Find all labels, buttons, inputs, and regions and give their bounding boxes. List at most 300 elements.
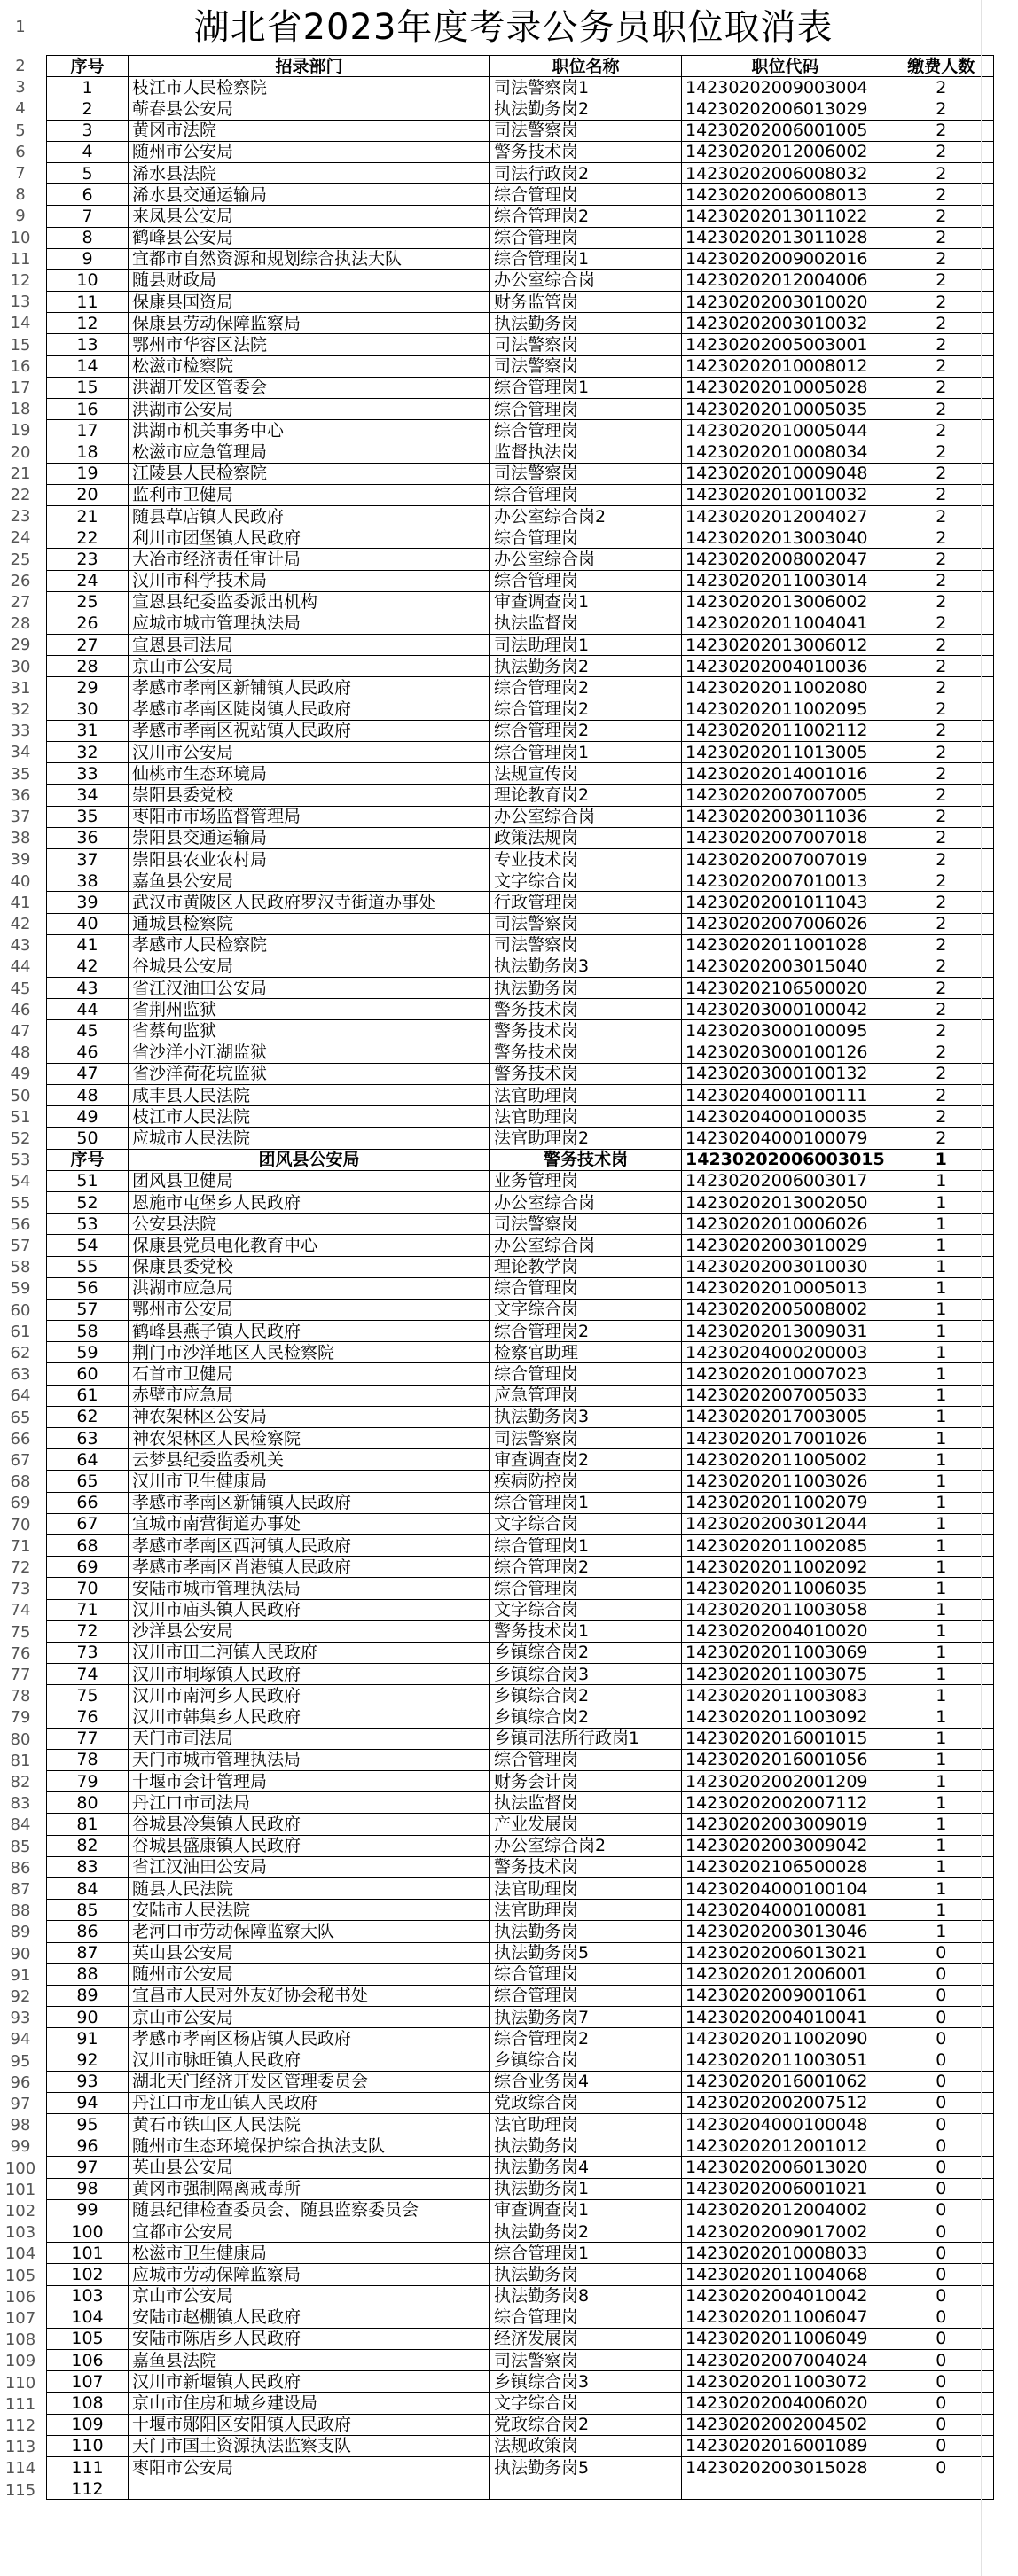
cell-position[interactable]: 法官助理岗 [490, 1900, 682, 1921]
cell-code[interactable]: 14230202002007512 [682, 2092, 889, 2113]
cell-payers[interactable]: 1 [889, 1191, 993, 1213]
row-number[interactable]: 82 [10, 1773, 31, 1791]
cell-code[interactable]: 14230202003010032 [682, 313, 889, 334]
cell-position[interactable]: 司法警察岗 [490, 1428, 682, 1449]
cell-index[interactable]: 51 [47, 1170, 129, 1191]
cell-position[interactable]: 综合管理岗 [490, 484, 682, 505]
cell-index[interactable]: 18 [47, 441, 129, 463]
cell-department[interactable]: 十堰市会计管理局 [129, 1771, 490, 1792]
row-number[interactable]: 47 [10, 1022, 31, 1041]
cell-index[interactable]: 1 [47, 77, 129, 98]
cell-index[interactable]: 57 [47, 1299, 129, 1320]
row-number[interactable]: 101 [4, 2180, 36, 2199]
cell-department[interactable]: 保康县委党校 [129, 1256, 490, 1277]
row-number[interactable]: 29 [10, 636, 31, 655]
cell-code[interactable]: 14230202011001028 [682, 934, 889, 956]
cell-code[interactable]: 14230202006013021 [682, 1942, 889, 1963]
row-number[interactable]: 33 [10, 722, 31, 741]
cell-payers[interactable]: 2 [889, 248, 993, 269]
cell-code[interactable]: 14230202013011028 [682, 227, 889, 248]
cell-payers[interactable]: 1 [889, 1214, 993, 1235]
cell-index[interactable]: 56 [47, 1277, 129, 1299]
cell-payers[interactable]: 1 [889, 1557, 993, 1578]
cell-payers[interactable]: 2 [889, 227, 993, 248]
cell-position[interactable]: 司法警察岗 [490, 1214, 682, 1235]
cell-index[interactable]: 65 [47, 1471, 129, 1492]
cell-department[interactable]: 随州市公安局 [129, 141, 490, 162]
cell-payers[interactable]: 0 [889, 2135, 993, 2157]
cell-index[interactable]: 22 [47, 527, 129, 549]
cell-index[interactable]: 12 [47, 313, 129, 334]
cell-code[interactable]: 14230202011003069 [682, 1642, 889, 1663]
column-header-payers[interactable]: 缴费人数 [889, 56, 993, 77]
row-number[interactable]: 73 [10, 1580, 31, 1599]
row-number[interactable]: 8 [15, 185, 26, 205]
cell-payers[interactable]: 2 [889, 505, 993, 527]
row-number[interactable]: 86 [10, 1858, 31, 1877]
cell-department[interactable]: 咸丰县人民法院 [129, 1085, 490, 1106]
cell-payers[interactable]: 1 [889, 1363, 993, 1385]
cell-code[interactable]: 14230202006013029 [682, 98, 889, 120]
row-number[interactable]: 64 [10, 1386, 31, 1406]
cell-department[interactable]: 随县纪律检查委员会、随县监察委员会 [129, 2199, 490, 2221]
cell-code[interactable]: 14230202010010032 [682, 484, 889, 505]
cell-code[interactable]: 14230202004010042 [682, 2285, 889, 2307]
cell-department[interactable]: 崇阳县委党校 [129, 785, 490, 806]
cell-department[interactable]: 安陆市人民法院 [129, 1900, 490, 1921]
cell-code[interactable]: 14230202002007112 [682, 1792, 889, 1814]
cell-index[interactable]: 89 [47, 1985, 129, 2006]
row-number[interactable]: 23 [10, 507, 31, 527]
cell-code[interactable]: 14230204000200003 [682, 1342, 889, 1363]
cell-position[interactable]: 综合管理岗 [490, 1277, 682, 1299]
row-number[interactable]: 62 [10, 1344, 31, 1362]
cell-payers[interactable]: 1 [889, 1877, 993, 1899]
cell-code[interactable]: 14230202011002092 [682, 1557, 889, 1578]
cell-code[interactable]: 14230202010006026 [682, 1214, 889, 1235]
cell-department[interactable]: 省江汉油田公安局 [129, 978, 490, 999]
cell-index[interactable]: 78 [47, 1749, 129, 1770]
cell-index[interactable]: 92 [47, 2049, 129, 2071]
row-number[interactable]: 92 [10, 1987, 31, 2006]
cell-index[interactable]: 10 [47, 269, 129, 291]
cell-payers[interactable]: 0 [889, 2328, 993, 2349]
row-number[interactable]: 34 [10, 743, 31, 762]
cell-code[interactable]: 14230202016001062 [682, 2071, 889, 2092]
cell-department[interactable]: 汉川市脉旺镇人民政府 [129, 2049, 490, 2071]
cell-position[interactable]: 司法警察岗 [490, 355, 682, 377]
cell-code[interactable]: 14230202011006035 [682, 1578, 889, 1599]
row-number[interactable]: 27 [10, 593, 31, 612]
cell-department[interactable]: 京山市住房和城乡建设局 [129, 2393, 490, 2414]
cell-index[interactable]: 91 [47, 2028, 129, 2049]
cell-payers[interactable]: 1 [889, 1513, 993, 1534]
cell-payers[interactable]: 2 [889, 141, 993, 162]
cell-index[interactable]: 23 [47, 549, 129, 570]
cell-code[interactable]: 14230202011002080 [682, 677, 889, 699]
cell-index[interactable]: 5 [47, 162, 129, 183]
row-number[interactable]: 89 [10, 1923, 31, 1942]
cell-index[interactable]: 102 [47, 2264, 129, 2285]
cell-department[interactable]: 石首市卫健局 [129, 1363, 490, 1385]
column-header-department[interactable]: 招录部门 [129, 56, 490, 77]
cell-department[interactable]: 孝感市孝南区陡岗镇人民政府 [129, 699, 490, 720]
cell-payers[interactable]: 2 [889, 527, 993, 549]
cell-index[interactable]: 72 [47, 1620, 129, 1642]
cell-department[interactable]: 洪湖开发区管委会 [129, 377, 490, 398]
cell-payers[interactable]: 0 [889, 1963, 993, 1985]
cell-index[interactable]: 4 [47, 141, 129, 162]
cell-code[interactable]: 14230202012006002 [682, 141, 889, 162]
cell-index[interactable]: 87 [47, 1942, 129, 1963]
cell-payers[interactable]: 1 [889, 1771, 993, 1792]
cell-department[interactable]: 枣阳市公安局 [129, 2457, 490, 2478]
cell-position[interactable]: 办公室综合岗 [490, 1191, 682, 1213]
cell-payers[interactable]: 1 [889, 1578, 993, 1599]
row-number[interactable]: 10 [10, 228, 31, 247]
cell-payers[interactable]: 2 [889, 613, 993, 634]
cell-code[interactable]: 14230202003011036 [682, 806, 889, 827]
cell-department[interactable]: 宣恩县纪委监委派出机构 [129, 591, 490, 613]
cell-position[interactable]: 司法警察岗 [490, 120, 682, 141]
cell-index[interactable]: 14 [47, 355, 129, 377]
row-number[interactable]: 87 [10, 1880, 31, 1899]
cell-index[interactable]: 79 [47, 1771, 129, 1792]
cell-department[interactable]: 安陆市陈店乡人民政府 [129, 2328, 490, 2349]
cell-payers[interactable]: 2 [889, 120, 993, 141]
cell-code[interactable]: 14230202006003015 [682, 1149, 889, 1170]
cell-index[interactable]: 83 [47, 1856, 129, 1877]
cell-index[interactable]: 33 [47, 763, 129, 785]
cell-department[interactable]: 崇阳县农业农村局 [129, 848, 490, 870]
cell-department[interactable]: 英山县公安局 [129, 2157, 490, 2178]
cell-position[interactable]: 执法勤务岗2 [490, 98, 682, 120]
cell-index[interactable]: 64 [47, 1449, 129, 1471]
row-number[interactable]: 40 [10, 871, 31, 891]
cell-position[interactable]: 综合管理岗2 [490, 699, 682, 720]
cell-department[interactable]: 谷城县公安局 [129, 956, 490, 977]
cell-index[interactable]: 16 [47, 399, 129, 420]
cell-position[interactable]: 执法勤务岗2 [490, 656, 682, 677]
cell-code[interactable]: 14230203000100095 [682, 1020, 889, 1042]
row-number[interactable]: 105 [4, 2266, 36, 2285]
cell-department[interactable]: 武汉市黄陂区人民政府罗汉寺街道办事处 [129, 892, 490, 913]
cell-payers[interactable]: 1 [889, 1685, 993, 1706]
cell-payers[interactable]: 0 [889, 2457, 993, 2478]
cell-payers[interactable]: 0 [889, 2157, 993, 2178]
cell-payers[interactable]: 1 [889, 1385, 993, 1406]
cell-index[interactable]: 45 [47, 1020, 129, 1042]
cell-index[interactable]: 112 [47, 2478, 129, 2500]
cell-code[interactable]: 14230202006001021 [682, 2178, 889, 2199]
cell-position[interactable]: 综合管理岗 [490, 2307, 682, 2328]
row-number[interactable]: 79 [10, 1708, 31, 1728]
row-number[interactable]: 59 [10, 1279, 31, 1299]
cell-position[interactable]: 司法警察岗 [490, 913, 682, 934]
cell-department[interactable]: 松滋市检察院 [129, 355, 490, 377]
cell-index[interactable]: 39 [47, 892, 129, 913]
row-number[interactable]: 1 [15, 18, 26, 36]
row-number[interactable]: 83 [10, 1794, 31, 1814]
cell-department[interactable]: 荆门市沙洋地区人民检察院 [129, 1342, 490, 1363]
cell-payers[interactable]: 2 [889, 785, 993, 806]
cell-payers[interactable]: 2 [889, 399, 993, 420]
cell-department[interactable]: 安陆市城市管理执法局 [129, 1578, 490, 1599]
cell-code[interactable]: 14230203000100126 [682, 1042, 889, 1063]
cell-department[interactable]: 通城县检察院 [129, 913, 490, 934]
cell-code[interactable]: 14230203000100042 [682, 999, 889, 1020]
cell-payers[interactable]: 2 [889, 934, 993, 956]
cell-department[interactable]: 鄂州市公安局 [129, 1299, 490, 1320]
cell-index[interactable]: 49 [47, 1106, 129, 1128]
cell-code[interactable]: 14230202008002047 [682, 549, 889, 570]
cell-payers[interactable]: 2 [889, 334, 993, 355]
cell-position[interactable]: 乡镇综合岗3 [490, 2371, 682, 2393]
cell-payers[interactable]: 2 [889, 206, 993, 227]
cell-index[interactable]: 63 [47, 1428, 129, 1449]
cell-department[interactable]: 天门市国土资源执法监察支队 [129, 2435, 490, 2456]
cell-index[interactable]: 15 [47, 377, 129, 398]
cell-department[interactable]: 嘉鱼县公安局 [129, 870, 490, 892]
cell-index[interactable]: 85 [47, 1900, 129, 1921]
row-number[interactable]: 9 [15, 207, 26, 226]
cell-position[interactable]: 执法勤务岗 [490, 978, 682, 999]
cell-code[interactable]: 14230202002004502 [682, 2414, 889, 2435]
cell-index[interactable]: 30 [47, 699, 129, 720]
cell-department[interactable]: 安陆市赵棚镇人民政府 [129, 2307, 490, 2328]
cell-payers[interactable]: 2 [889, 956, 993, 977]
cell-index[interactable]: 100 [47, 2221, 129, 2242]
cell-position[interactable]: 办公室综合岗2 [490, 1835, 682, 1856]
cell-index[interactable]: 105 [47, 2328, 129, 2349]
cell-index[interactable]: 3 [47, 120, 129, 141]
cell-payers[interactable]: 2 [889, 913, 993, 934]
cell-position[interactable]: 综合管理岗 [490, 1578, 682, 1599]
cell-position[interactable]: 执法勤务岗 [490, 1921, 682, 1942]
cell-code[interactable]: 14230202003010030 [682, 1256, 889, 1277]
row-number[interactable]: 30 [10, 657, 31, 676]
cell-position[interactable]: 司法助理岗1 [490, 635, 682, 656]
cell-code[interactable]: 14230202010005013 [682, 1277, 889, 1299]
row-number[interactable]: 57 [10, 1237, 31, 1255]
cell-code[interactable]: 14230202011004068 [682, 2264, 889, 2285]
cell-code[interactable]: 14230202007005033 [682, 1385, 889, 1406]
cell-index[interactable]: 103 [47, 2285, 129, 2307]
cell-department[interactable]: 宜都市公安局 [129, 2221, 490, 2242]
cell-payers[interactable]: 1 [889, 1235, 993, 1256]
cell-payers[interactable]: 0 [889, 2049, 993, 2071]
cell-payers[interactable]: 2 [889, 313, 993, 334]
cell-department[interactable]: 浠水县交通运输局 [129, 184, 490, 206]
cell-index[interactable]: 107 [47, 2371, 129, 2393]
cell-payers[interactable]: 2 [889, 98, 993, 120]
cell-payers[interactable]: 1 [889, 1170, 993, 1191]
cell-department[interactable]: 嘉鱼县法院 [129, 2350, 490, 2371]
cell-code[interactable]: 14230202006013020 [682, 2157, 889, 2178]
row-number[interactable]: 68 [10, 1472, 31, 1492]
cell-code[interactable]: 14230202010005035 [682, 399, 889, 420]
cell-position[interactable]: 综合管理岗 [490, 1749, 682, 1770]
cell-position[interactable]: 执法勤务岗8 [490, 2285, 682, 2307]
cell-code[interactable]: 14230202011005002 [682, 1449, 889, 1471]
row-number[interactable]: 51 [10, 1107, 31, 1127]
cell-department[interactable]: 汉川市庙头镇人民政府 [129, 1599, 490, 1620]
cell-code[interactable]: 14230202010008034 [682, 441, 889, 463]
cell-position[interactable]: 法规宣传岗 [490, 763, 682, 785]
cell-payers[interactable]: 2 [889, 549, 993, 570]
row-number[interactable]: 53 [10, 1151, 31, 1170]
cell-payers[interactable]: 2 [889, 1106, 993, 1128]
cell-department[interactable]: 汉川市公安局 [129, 742, 490, 763]
row-number[interactable]: 113 [4, 2438, 36, 2457]
row-number[interactable]: 54 [10, 1172, 31, 1191]
cell-payers[interactable]: 0 [889, 2114, 993, 2135]
cell-index[interactable]: 59 [47, 1342, 129, 1363]
cell-index[interactable]: 94 [47, 2092, 129, 2113]
row-number[interactable]: 38 [10, 829, 31, 848]
row-number[interactable]: 61 [10, 1322, 31, 1341]
row-number[interactable]: 15 [10, 335, 31, 355]
row-number[interactable]: 2 [15, 57, 26, 75]
row-number[interactable]: 65 [10, 1408, 31, 1427]
cell-department[interactable]: 鹤峰县公安局 [129, 227, 490, 248]
cell-position[interactable]: 综合管理岗 [490, 570, 682, 591]
cell-payers[interactable]: 1 [889, 1856, 993, 1877]
cell-index[interactable]: 36 [47, 827, 129, 848]
cell-index[interactable]: 17 [47, 420, 129, 441]
cell-position[interactable]: 综合管理岗 [490, 227, 682, 248]
cell-code[interactable]: 14230202012001012 [682, 2135, 889, 2157]
cell-position[interactable]: 行政管理岗 [490, 892, 682, 913]
cell-payers[interactable]: 0 [889, 2414, 993, 2435]
cell-position[interactable]: 办公室综合岗 [490, 269, 682, 291]
cell-department[interactable]: 丹江口市司法局 [129, 1792, 490, 1814]
cell-index[interactable]: 47 [47, 1063, 129, 1084]
cell-payers[interactable]: 0 [889, 2071, 993, 2092]
cell-index[interactable]: 58 [47, 1321, 129, 1342]
cell-position[interactable]: 乡镇综合岗2 [490, 1685, 682, 1706]
row-number[interactable]: 37 [10, 808, 31, 826]
cell-department[interactable]: 云梦县纪委监委机关 [129, 1449, 490, 1471]
cell-code[interactable]: 14230202013002050 [682, 1191, 889, 1213]
cell-index[interactable]: 71 [47, 1599, 129, 1620]
cell-department[interactable]: 英山县公安局 [129, 1942, 490, 1963]
row-number[interactable]: 58 [10, 1258, 31, 1277]
cell-payers[interactable]: 1 [889, 1492, 993, 1513]
cell-payers[interactable]: 2 [889, 827, 993, 848]
cell-department[interactable]: 黄石市铁山区人民法院 [129, 2114, 490, 2135]
cell-index[interactable]: 90 [47, 2007, 129, 2028]
cell-department[interactable]: 赤壁市应急局 [129, 1385, 490, 1406]
cell-index[interactable]: 67 [47, 1513, 129, 1534]
cell-department[interactable]: 来凤县公安局 [129, 206, 490, 227]
row-number[interactable]: 102 [4, 2202, 36, 2221]
cell-position[interactable]: 监督执法岗 [490, 441, 682, 463]
cell-code[interactable]: 14230202005003001 [682, 334, 889, 355]
cell-code[interactable]: 14230202010007023 [682, 1363, 889, 1385]
cell-position[interactable]: 综合管理岗1 [490, 248, 682, 269]
cell-department[interactable]: 随县财政局 [129, 269, 490, 291]
cell-position[interactable]: 党政综合岗 [490, 2092, 682, 2113]
cell-code[interactable]: 14230202006008032 [682, 162, 889, 183]
row-number[interactable]: 20 [10, 442, 31, 462]
cell-position[interactable]: 文字综合岗 [490, 1599, 682, 1620]
cell-payers[interactable]: 2 [889, 742, 993, 763]
cell-code[interactable]: 14230202106500020 [682, 978, 889, 999]
cell-index[interactable]: 106 [47, 2350, 129, 2371]
cell-index[interactable]: 24 [47, 570, 129, 591]
cell-code[interactable]: 14230202003010029 [682, 1235, 889, 1256]
row-number[interactable]: 48 [10, 1043, 31, 1063]
row-number[interactable]: 94 [10, 2030, 31, 2049]
cell-code[interactable]: 14230202013006002 [682, 591, 889, 613]
cell-code[interactable]: 14230202013009031 [682, 1321, 889, 1342]
cell-department[interactable]: 浠水县法院 [129, 162, 490, 183]
row-number[interactable]: 41 [10, 893, 31, 912]
cell-code[interactable]: 14230202010008033 [682, 2243, 889, 2264]
cell-index[interactable]: 96 [47, 2135, 129, 2157]
cell-position[interactable]: 办公室综合岗 [490, 1235, 682, 1256]
cell-index[interactable]: 27 [47, 635, 129, 656]
cell-department[interactable]: 江陵县人民检察院 [129, 463, 490, 484]
cell-department[interactable]: 应城市劳动保障监察局 [129, 2264, 490, 2285]
cell-department[interactable]: 神农架林区公安局 [129, 1406, 490, 1427]
column-header-index[interactable]: 序号 [47, 56, 129, 77]
cell-code[interactable]: 14230202005008002 [682, 1299, 889, 1320]
cell-payers[interactable]: 2 [889, 292, 993, 313]
cell-payers[interactable]: 0 [889, 2285, 993, 2307]
cell-department[interactable]: 公安县法院 [129, 1214, 490, 1235]
cell-position[interactable]: 审查调查岗1 [490, 2199, 682, 2221]
cell-code[interactable]: 14230202011003026 [682, 1471, 889, 1492]
row-number[interactable]: 81 [10, 1751, 31, 1770]
cell-code[interactable]: 14230204000100048 [682, 2114, 889, 2135]
row-number[interactable]: 95 [10, 2051, 31, 2071]
cell-code[interactable]: 14230202006001005 [682, 120, 889, 141]
cell-code[interactable]: 14230202010005044 [682, 420, 889, 441]
cell-payers[interactable]: 2 [889, 162, 993, 183]
cell-position[interactable]: 法规政策岗 [490, 2435, 682, 2456]
cell-payers[interactable]: 1 [889, 1428, 993, 1449]
cell-payers[interactable]: 1 [889, 1256, 993, 1277]
cell-index[interactable]: 19 [47, 463, 129, 484]
cell-position[interactable]: 文字综合岗 [490, 870, 682, 892]
row-number[interactable]: 5 [15, 121, 26, 140]
cell-department[interactable]: 枝江市人民法院 [129, 1106, 490, 1128]
cell-code[interactable]: 14230202006008013 [682, 184, 889, 206]
cell-position[interactable]: 警务技术岗 [490, 1149, 682, 1170]
cell-position[interactable]: 综合管理岗2 [490, 206, 682, 227]
cell-payers[interactable]: 2 [889, 699, 993, 720]
cell-payers[interactable]: 0 [889, 1942, 993, 1963]
cell-department[interactable]: 宜城市南营街道办事处 [129, 1513, 490, 1534]
cell-code[interactable]: 14230202004010020 [682, 1620, 889, 1642]
cell-department[interactable]: 湖北天门经济开发区管理委员会 [129, 2071, 490, 2092]
cell-code[interactable]: 14230202013006012 [682, 635, 889, 656]
cell-code[interactable]: 14230202009017002 [682, 2221, 889, 2242]
row-number[interactable]: 63 [10, 1365, 31, 1385]
cell-index[interactable]: 50 [47, 1128, 129, 1149]
cell-payers[interactable]: 2 [889, 77, 993, 98]
cell-position[interactable]: 文字综合岗 [490, 1513, 682, 1534]
cell-index[interactable]: 60 [47, 1363, 129, 1385]
cell-department[interactable]: 孝感市孝南区新铺镇人民政府 [129, 677, 490, 699]
row-number[interactable]: 111 [4, 2394, 36, 2414]
row-number[interactable]: 26 [10, 571, 31, 590]
cell-payers[interactable]: 2 [889, 1063, 993, 1084]
cell-department[interactable]: 汉川市新堰镇人民政府 [129, 2371, 490, 2393]
cell-payers[interactable]: 1 [889, 1149, 993, 1170]
